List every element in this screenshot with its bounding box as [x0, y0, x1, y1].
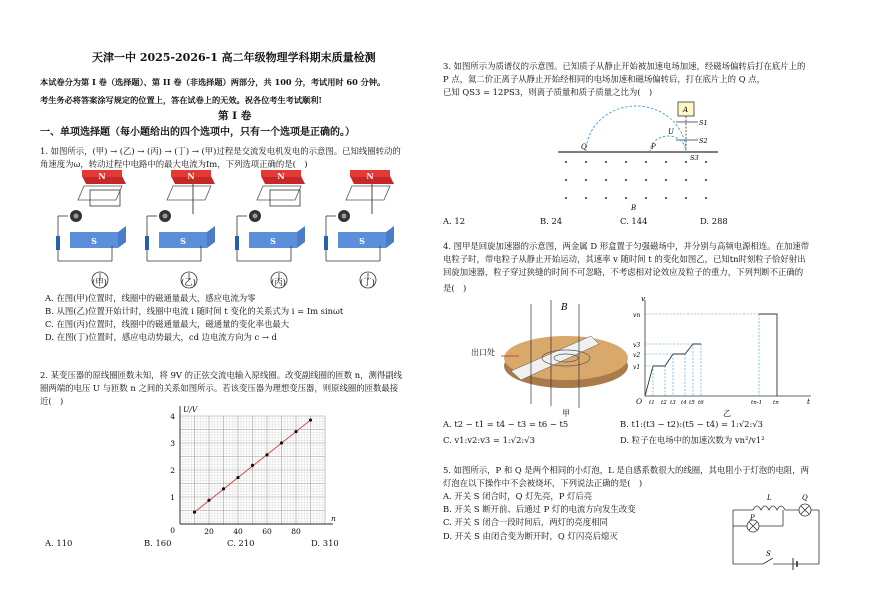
q4-label-v-axis: v [641, 294, 646, 303]
intro-line-2: 考生务必将答案涂写规定的位置上，答在试卷上的无效。祝各位考生考试顺利! [40, 95, 322, 105]
chart-x-tick-label: 80 [291, 527, 301, 536]
q2-option-c: C. 210 [227, 538, 255, 548]
q4-label-t6: t6 [698, 400, 704, 406]
q3-option-d: D. 288 [700, 216, 728, 226]
q4-label-t3: t3 [670, 400, 676, 406]
q5-option-d: D. 开关 S 由闭合变为断开时，Q 灯闪亮后熄灭 [443, 531, 618, 541]
q3-option-b: B. 24 [540, 216, 563, 226]
q5-option-b: B. 开关 S 断开前、后通过 P 灯的电流方向发生改变 [443, 504, 636, 514]
q1-generator-figure: N S [40, 170, 435, 288]
chart-x-axis-label: n [331, 514, 336, 523]
q1-option-c: C. 在图(丙)位置时，线圈中的磁通量最大，磁通量的变化率也最大 [45, 319, 290, 329]
chart-data-point [193, 511, 196, 514]
q5-label-s: S [766, 550, 771, 558]
q5-label-q: Q [802, 494, 808, 502]
q4-option-c: C. v1:v2:v3 = 1:√2:√3 [443, 435, 535, 445]
q4-option-d: D. 粒子在电场中的加速次数为 vn²/v1² [620, 435, 765, 445]
q3-option-a: A. 12 [443, 216, 466, 226]
q3-stem-1: 3. 如图所示为质谱仪的示意图。已知质子从静止开始被加速电场加速，经磁场偏转后打在底片上的 [443, 61, 806, 71]
q1-stem-2: 角速度为ω，转动过程中电路中的最大电流为Im，下列选项正确的是( ) [40, 159, 308, 169]
part-title: 第 I 卷 [218, 110, 252, 122]
q4-label-tn-1: tn-1 [751, 400, 763, 406]
q3-label-s3: S3 [690, 154, 699, 162]
chart-origin-label: 0 [170, 526, 175, 535]
chart-data-point [236, 476, 239, 479]
chart-y-axis-label: U/V [183, 405, 198, 414]
q2-option-d: D. 310 [311, 538, 339, 548]
q1-option-b: B. 从图(乙)位置开始计时，线圈中电流 i 随时间 t 变化的关系式为 i = Im sinωt [45, 306, 344, 316]
chart-data-point [207, 499, 210, 502]
q4-label-t-axis: t [807, 397, 811, 406]
q2-voltage-chart [150, 404, 340, 542]
q4-option-a: A. t2 − t1 = t4 − t3 = t6 − t5 [443, 419, 569, 429]
q4-option-b: B. t1:(t3 − t2):(t5 − t4) = 1:√2:√3 [620, 419, 763, 429]
q1-fig-label-2: (乙) [181, 277, 196, 287]
q3-option-c: C. 144 [620, 216, 648, 226]
q5-stem-1: 5. 如图所示，P 和 Q 是两个相同的小灯泡，L 是自感系数很大的线圈，其电阻小于灯泡的电阻，两 [443, 465, 809, 475]
q5-stem-2: 灯泡在以下操作中不会被烧坏，下列说法正确的是( ) [443, 478, 643, 488]
q3-stem-2: P 点，氦二价正离子从静止开始经相同的电场加速和磁场偏转后，打在底片上的 Q 点， [443, 74, 765, 84]
chart-y-tick-label: 3 [170, 439, 175, 448]
chart-data-point [280, 441, 283, 444]
q5-circuit-figure [723, 482, 831, 576]
q4-label-t1: t1 [649, 400, 655, 406]
q4-label-t5: t5 [689, 400, 695, 406]
chart-x-tick-label: 60 [262, 527, 272, 536]
q5-option-c: C. 开关 S 闭合一段时间后，两灯的亮度相同 [443, 517, 608, 527]
q4-stem-1: 4. 图甲是回旋加速器的示意图，两金属 D 形盒置于匀强磁场中，并分别与高频电源相连。在加速带 [443, 241, 810, 251]
chart-y-tick-label: 1 [170, 493, 175, 502]
chart-y-tick-label: 4 [170, 412, 175, 421]
q4-label-vn: vn [633, 312, 641, 319]
q3-label-s2: S2 [699, 137, 708, 145]
q4-caption-left: 甲 [562, 409, 570, 418]
q4-label-b: B [561, 303, 568, 313]
q4-label-v2: v2 [633, 352, 641, 359]
q5-option-a: A. 开关 S 闭合时，Q 灯先亮，P 灯后亮 [443, 491, 593, 501]
q4-label-outlet: 出口处 [471, 348, 495, 357]
q4-label-v1: v1 [633, 364, 641, 371]
q4-stem-3: 回旋加速器，粒子穿过狭缝的时间不可忽略，不考虑相对论效应及粒子的重力，下列判断不正确的 [443, 267, 804, 277]
q3-label-b: B [631, 204, 637, 212]
chart-data-point [222, 487, 225, 490]
chart-x-tick-label: 20 [204, 527, 214, 536]
chart-y-tick-label: 2 [170, 466, 175, 475]
q3-label-u: U [668, 128, 674, 136]
q2-stem-2: 圈两端的电压 U 与匝数 n 之间的关系如图所示。若该变压器为理想变压器，则原线圈的匝数最接 [40, 383, 399, 393]
q4-cyclotron-figure [471, 296, 631, 418]
q5-label-p: P [750, 514, 755, 522]
q4-stem-2: 电粒子时，带电粒子从静止开始运动，其速率 v 随时间 t 的变化如图乙，已知tn时刻粒子恰好射出 [443, 254, 806, 264]
q4-label-t2: t2 [661, 400, 667, 406]
q2-stem-3: 近( ) [40, 396, 64, 406]
q1-option-a: A. 在图(甲)位置时，线圈中的磁通量最大，感应电流为零 [45, 293, 256, 303]
q3-label-p: P [651, 143, 656, 151]
q1-fig-label-1: (甲) [92, 277, 107, 287]
q1-fig-label-3: (丙) [271, 277, 286, 287]
q3-label-a: A [683, 106, 689, 114]
intro-line-1: 本试卷分为第 I 卷（选择题）、第 II 卷（非选择题）两部分，共 100 分，考试用时 60 分钟。 [40, 77, 386, 87]
q2-option-a: A. 110 [45, 538, 73, 548]
q3-mass-spectrometer-figure [558, 100, 728, 215]
chart-data-point [251, 464, 254, 467]
q3-label-q: Q [581, 143, 587, 151]
q2-stem-1: 2. 某变压器的原线圈匝数未知，将 9V 的正弦交流电输入原线圈。改变副线圈的匝数 n，测得副线 [40, 370, 403, 380]
q4-label-tn: tn [773, 400, 779, 406]
q4-label-v3: v3 [633, 342, 641, 349]
q5-label-l: L [767, 494, 772, 502]
q4-label-t4: t4 [681, 400, 687, 406]
chart-data-point [294, 430, 297, 433]
q4-caption-right: 乙 [723, 409, 731, 418]
q3-label-s1: S1 [699, 119, 708, 127]
q4-velocity-time-figure [631, 296, 816, 418]
q4-label-origin: O [636, 397, 643, 406]
chart-x-tick-label: 40 [233, 527, 243, 536]
chart-data-point [309, 418, 312, 421]
q4-stem-4: 是( ) [443, 283, 467, 293]
q1-fig-label-4: (丁) [360, 277, 375, 287]
q1-option-d: D. 在图(丁)位置时，感应电动势最大，cd 边电流方向为 c → d [45, 332, 277, 342]
chart-data-point [265, 453, 268, 456]
exam-title: 天津一中 2025-2026-1 高二年级物理学科期末质量检测 [92, 51, 376, 64]
q3-stem-3: 已知 QS3 = 12PS3，则离子质量和质子质量之比为( ) [443, 87, 653, 97]
section-heading: 一、单项选择题（每小题给出的四个选项中，只有一个选项是正确的。） [40, 127, 355, 138]
q1-stem-1: 1. 如图所示，(甲) → (乙) → (丙) → (丁) → (甲)过程是交流发电机发电的示意图。已知线圈转动的 [40, 146, 401, 156]
q2-option-b: B. 160 [144, 538, 172, 548]
